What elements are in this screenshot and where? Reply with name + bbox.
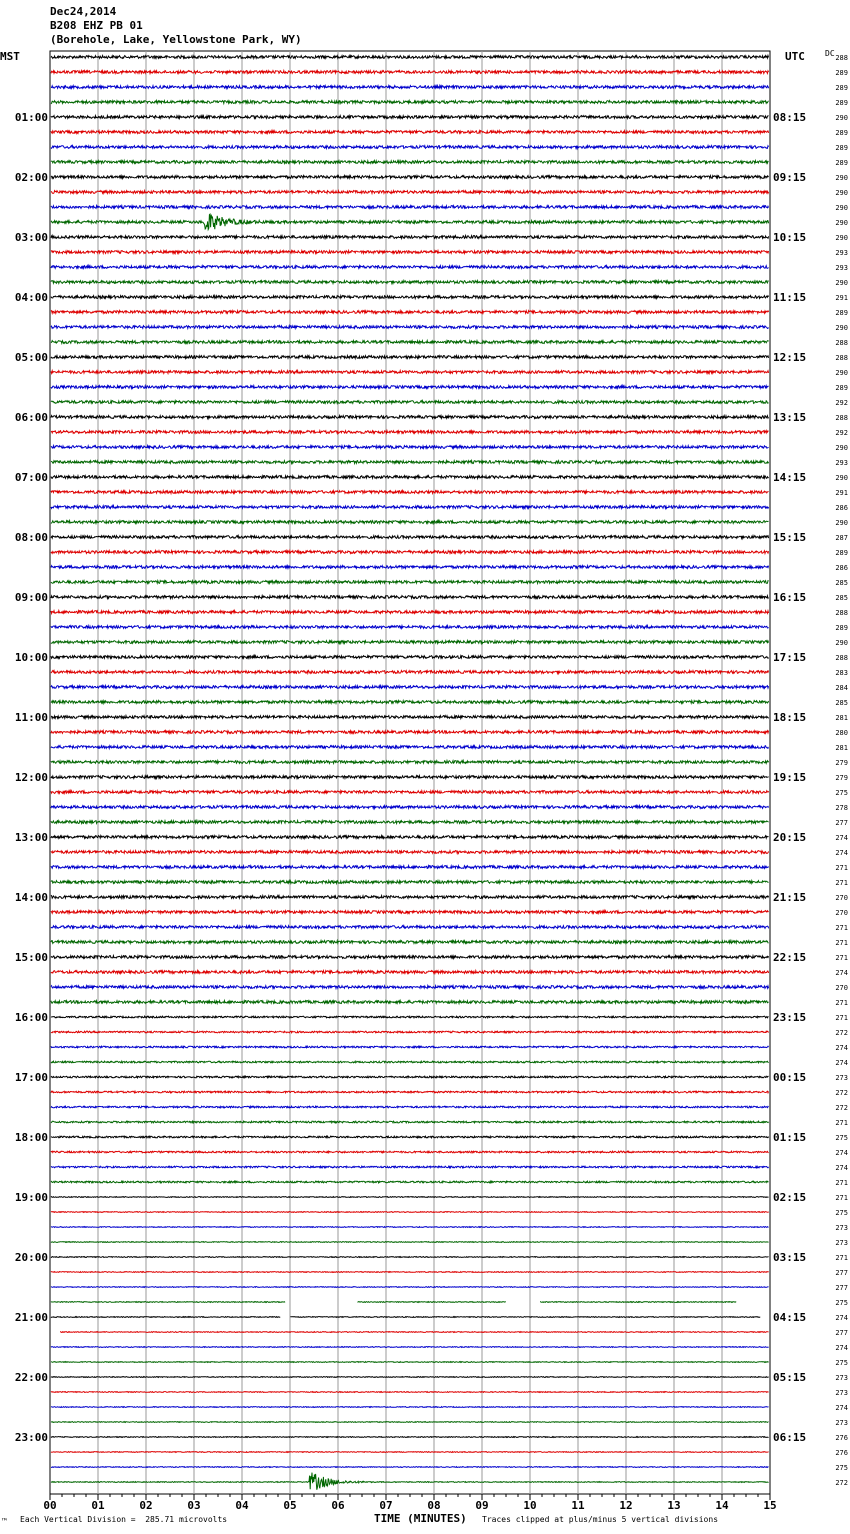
dc-offset-label: 271 — [835, 879, 848, 887]
left-hour-label: 09:00 — [14, 591, 48, 604]
scale-note: Each Vertical Division = 285.71 microvolts — [20, 1515, 228, 1524]
logo-mark: ™ — [2, 1517, 7, 1526]
trace-80 — [51, 1242, 769, 1243]
dc-offset-label: 276 — [835, 1434, 848, 1442]
dc-offset-label: 279 — [835, 774, 848, 782]
dc-offset-label: 289 — [835, 144, 848, 152]
trace-73 — [51, 1136, 769, 1138]
trace-7 — [51, 146, 769, 149]
dc-offset-label: 289 — [835, 549, 848, 557]
dc-offset-label: 275 — [835, 789, 848, 797]
dc-offset-label: 274 — [835, 1149, 848, 1157]
dc-offset-label: 290 — [835, 234, 848, 242]
x-tick-label: 14 — [715, 1499, 729, 1512]
dc-offset-label: 288 — [835, 414, 848, 422]
left-hour-label: 14:00 — [14, 891, 48, 904]
x-tick-label: 09 — [475, 1499, 489, 1512]
trace-60 — [51, 941, 769, 944]
right-hour-label: 05:15 — [773, 1371, 807, 1384]
right-hour-label: 13:15 — [773, 411, 807, 424]
left-hour-label: 11:00 — [14, 711, 48, 724]
trace-93 — [51, 1437, 769, 1438]
trace-9 — [51, 176, 769, 179]
x-tick-label: 01 — [91, 1499, 105, 1512]
dc-offset-label: 271 — [835, 939, 848, 947]
trace-10 — [51, 191, 769, 194]
dc-offset-label: 272 — [835, 1104, 848, 1112]
trace-83 — [51, 1287, 769, 1288]
right-hour-label: 00:15 — [773, 1071, 807, 1084]
right-hour-label: 18:15 — [773, 711, 807, 724]
trace-43 — [51, 686, 769, 689]
x-axis-label: TIME (MINUTES) — [374, 1512, 467, 1525]
dc-offset-label: 271 — [835, 1179, 848, 1187]
x-tick-label: 03 — [187, 1499, 201, 1512]
trace-26 — [51, 431, 769, 434]
dc-offset-label: 278 — [835, 804, 848, 812]
left-hour-label: 22:00 — [14, 1371, 48, 1384]
dc-offset-label: 289 — [835, 159, 848, 167]
trace-21 — [51, 356, 769, 359]
trace-4 — [51, 101, 769, 104]
dc-offset-label: 274 — [835, 1164, 848, 1172]
x-tick-label: 12 — [619, 1499, 633, 1512]
dc-offset-label: 289 — [835, 384, 848, 392]
trace-82 — [51, 1272, 769, 1273]
trace-68 — [51, 1061, 769, 1063]
trace-15 — [51, 266, 769, 269]
right-hour-label: 23:15 — [773, 1011, 807, 1024]
trace-36 — [51, 581, 769, 584]
trace-38 — [51, 611, 769, 614]
dc-offset-label: 274 — [835, 1314, 848, 1322]
trace-89 — [51, 1377, 769, 1378]
dc-offset-label: 289 — [835, 84, 848, 92]
dc-offset-label: 285 — [835, 594, 848, 602]
left-hour-label: 07:00 — [14, 471, 48, 484]
dc-offset-label: 279 — [835, 759, 848, 767]
trace-17 — [51, 296, 769, 299]
dc-offset-label: 293 — [835, 249, 848, 257]
x-tick-label: 10 — [523, 1499, 537, 1512]
chart-station: B208 EHZ PB 01 — [50, 19, 143, 32]
dc-offset-label: 288 — [835, 54, 848, 62]
trace-42 — [51, 671, 769, 674]
trace-48 — [51, 761, 769, 764]
dc-offset-label: 275 — [835, 1464, 848, 1472]
dc-offset-label: 275 — [835, 1209, 848, 1217]
right-hour-label: 16:15 — [773, 591, 807, 604]
dc-offset-label: 273 — [835, 1224, 848, 1232]
trace-56 — [51, 881, 769, 884]
trace-77 — [51, 1197, 769, 1198]
x-tick-label: 13 — [667, 1499, 681, 1512]
left-hour-label: 08:00 — [14, 531, 48, 544]
dc-offset-label: 277 — [835, 819, 848, 827]
left-hour-label: 03:00 — [14, 231, 48, 244]
dc-offset-label: 274 — [835, 1404, 848, 1412]
trace-94 — [51, 1452, 769, 1453]
dc-offset-label: 291 — [835, 489, 848, 497]
dc-offset-label: 273 — [835, 1074, 848, 1082]
left-hour-label: 19:00 — [14, 1191, 48, 1204]
dc-offset-label: 290 — [835, 444, 848, 452]
trace-45 — [51, 716, 769, 719]
dc-offset-label: 290 — [835, 324, 848, 332]
left-hour-label: 01:00 — [14, 111, 48, 124]
dc-offset-label: 289 — [835, 624, 848, 632]
dc-offset-label: 273 — [835, 1239, 848, 1247]
trace-72 — [51, 1121, 769, 1123]
dc-offset-label: 271 — [835, 864, 848, 872]
dc-offset-label: 272 — [835, 1029, 848, 1037]
trace-54 — [51, 851, 769, 854]
left-hour-label: 15:00 — [14, 951, 48, 964]
x-tick-label: 02 — [139, 1499, 153, 1512]
dc-offset-label: 293 — [835, 459, 848, 467]
dc-offset-label: 271 — [835, 1194, 848, 1202]
left-hour-label: 04:00 — [14, 291, 48, 304]
x-tick-label: 08 — [427, 1499, 441, 1512]
trace-57 — [51, 896, 769, 899]
right-hour-label: 08:15 — [773, 111, 807, 124]
dc-offset-label: 273 — [835, 1419, 848, 1427]
left-hour-label: 16:00 — [14, 1011, 48, 1024]
dc-offset-label: 289 — [835, 69, 848, 77]
trace-29 — [51, 476, 769, 479]
dc-offset-label: 272 — [835, 1479, 848, 1487]
x-tick-label: 15 — [763, 1499, 777, 1512]
trace-27 — [51, 446, 769, 449]
dc-offset-label: 273 — [835, 1374, 848, 1382]
dc-offset-label: 286 — [835, 564, 848, 572]
trace-85 — [51, 1317, 760, 1318]
left-hour-label: 12:00 — [14, 771, 48, 784]
x-tick-label: 06 — [331, 1499, 345, 1512]
dc-offset-label: 290 — [835, 474, 848, 482]
trace-95 — [51, 1467, 769, 1468]
trace-78 — [51, 1212, 769, 1213]
trace-18 — [51, 311, 769, 314]
trace-96 — [51, 1473, 769, 1490]
trace-58 — [51, 911, 769, 914]
left-hour-label: 05:00 — [14, 351, 48, 364]
left-hour-label: 20:00 — [14, 1251, 48, 1264]
trace-8 — [51, 161, 769, 164]
trace-76 — [51, 1181, 769, 1183]
chart-date: Dec24,2014 — [50, 5, 117, 18]
dc-offset-label: 280 — [835, 729, 848, 737]
trace-61 — [51, 956, 769, 959]
trace-52 — [51, 821, 769, 824]
dc-offset-label: 285 — [835, 699, 848, 707]
trace-28 — [51, 461, 769, 464]
trace-11 — [51, 206, 769, 209]
trace-23 — [51, 386, 769, 389]
dc-offset-label: 291 — [835, 294, 848, 302]
dc-offset-label: 272 — [835, 1089, 848, 1097]
dc-offset-label: 290 — [835, 174, 848, 182]
dc-offset-label: 277 — [835, 1329, 848, 1337]
dc-offset-label: 271 — [835, 924, 848, 932]
dc-offset-label: 277 — [835, 1269, 848, 1277]
dc-offset-label: 274 — [835, 834, 848, 842]
dc-offset-label: 271 — [835, 1254, 848, 1262]
trace-14 — [51, 251, 769, 254]
right-hour-label: 17:15 — [773, 651, 807, 664]
trace-81 — [51, 1257, 769, 1258]
dc-offset-label: 288 — [835, 339, 848, 347]
trace-86 — [60, 1332, 769, 1333]
trace-40 — [51, 641, 769, 644]
right-hour-label: 01:15 — [773, 1131, 807, 1144]
trace-74 — [51, 1151, 769, 1153]
trace-46 — [51, 731, 769, 734]
dc-offset-label: 284 — [835, 684, 848, 692]
right-hour-label: 15:15 — [773, 531, 807, 544]
dc-offset-label: 293 — [835, 264, 848, 272]
dc-offset-label: 288 — [835, 609, 848, 617]
dc-offset-label: 290 — [835, 219, 848, 227]
trace-12 — [51, 214, 769, 229]
trace-33 — [51, 536, 769, 539]
chart-location: (Borehole, Lake, Yellowstone Park, WY) — [50, 33, 302, 46]
right-hour-label: 12:15 — [773, 351, 807, 364]
dc-offset-label: 281 — [835, 744, 848, 752]
dc-offset-label: 290 — [835, 189, 848, 197]
trace-88 — [51, 1362, 769, 1363]
trace-91 — [51, 1407, 769, 1408]
right-hour-label: 09:15 — [773, 171, 807, 184]
trace-22 — [51, 371, 769, 374]
trace-63 — [51, 986, 769, 989]
dc-offset-label: 285 — [835, 579, 848, 587]
right-timezone-label: UTC — [785, 50, 805, 63]
dc-offset-label: 271 — [835, 1014, 848, 1022]
trace-6 — [51, 131, 769, 134]
trace-44 — [51, 701, 769, 704]
dc-offset-label: 274 — [835, 849, 848, 857]
dc-offset-label: 292 — [835, 399, 848, 407]
dc-offset-label: 289 — [835, 309, 848, 317]
trace-64 — [51, 1001, 769, 1004]
dc-offset-label: 289 — [835, 99, 848, 107]
dc-offset-label: 274 — [835, 1059, 848, 1067]
trace-1 — [51, 56, 769, 59]
dc-offset-label: 289 — [835, 129, 848, 137]
trace-67 — [51, 1046, 769, 1048]
trace-92 — [51, 1422, 769, 1423]
left-hour-label: 23:00 — [14, 1431, 48, 1444]
trace-79 — [51, 1227, 769, 1228]
dc-offset-label: 270 — [835, 984, 848, 992]
trace-34 — [51, 551, 769, 554]
trace-71 — [51, 1106, 769, 1108]
trace-41 — [51, 656, 769, 659]
left-timezone-label: MST — [0, 50, 20, 63]
trace-35 — [51, 566, 769, 569]
trace-47 — [51, 746, 769, 749]
x-tick-label: 07 — [379, 1499, 393, 1512]
trace-16 — [51, 281, 769, 284]
trace-90 — [51, 1392, 769, 1393]
right-hour-label: 03:15 — [773, 1251, 807, 1264]
dc-offset-label: 292 — [835, 429, 848, 437]
right-hour-label: 20:15 — [773, 831, 807, 844]
dc-offset-label: 290 — [835, 639, 848, 647]
trace-19 — [51, 326, 769, 329]
trace-66 — [51, 1031, 769, 1033]
trace-84 — [51, 1302, 736, 1303]
trace-37 — [51, 596, 769, 599]
dc-offset-label: 290 — [835, 369, 848, 377]
dc-offset-label: 270 — [835, 909, 848, 917]
x-tick-label: 00 — [43, 1499, 57, 1512]
dc-offset-label: 274 — [835, 969, 848, 977]
trace-2 — [51, 71, 769, 74]
trace-59 — [51, 926, 769, 929]
right-hour-label: 11:15 — [773, 291, 807, 304]
left-hour-label: 18:00 — [14, 1131, 48, 1144]
dc-offset-label: 275 — [835, 1359, 848, 1367]
dc-offset-label: 283 — [835, 669, 848, 677]
right-hour-label: 19:15 — [773, 771, 807, 784]
left-hour-label: 06:00 — [14, 411, 48, 424]
dc-offset-label: 275 — [835, 1134, 848, 1142]
left-hour-label: 02:00 — [14, 171, 48, 184]
dc-offset-label: 290 — [835, 519, 848, 527]
trace-31 — [51, 506, 769, 509]
trace-75 — [51, 1166, 769, 1168]
dc-offset-label: 274 — [835, 1044, 848, 1052]
dc-label: DC — [825, 49, 835, 58]
dc-offset-label: 271 — [835, 954, 848, 962]
trace-5 — [51, 116, 769, 119]
right-hour-label: 21:15 — [773, 891, 807, 904]
dc-offset-label: 271 — [835, 1119, 848, 1127]
trace-25 — [51, 416, 769, 419]
left-hour-label: 21:00 — [14, 1311, 48, 1324]
trace-50 — [51, 791, 769, 794]
dc-offset-label: 290 — [835, 279, 848, 287]
right-hour-label: 02:15 — [773, 1191, 807, 1204]
dc-offset-label: 275 — [835, 1299, 848, 1307]
trace-55 — [51, 866, 769, 869]
dc-offset-label: 274 — [835, 1344, 848, 1352]
trace-20 — [51, 341, 769, 344]
trace-62 — [51, 971, 769, 974]
trace-69 — [51, 1076, 769, 1078]
left-hour-label: 13:00 — [14, 831, 48, 844]
dc-offset-label: 276 — [835, 1449, 848, 1457]
trace-32 — [51, 521, 769, 524]
right-hour-label: 10:15 — [773, 231, 807, 244]
dc-offset-label: 270 — [835, 894, 848, 902]
x-tick-label: 11 — [571, 1499, 585, 1512]
right-hour-label: 04:15 — [773, 1311, 807, 1324]
trace-51 — [51, 806, 769, 809]
trace-39 — [51, 626, 769, 629]
trace-53 — [51, 836, 769, 839]
trace-65 — [51, 1016, 769, 1018]
trace-3 — [51, 86, 769, 89]
dc-offset-label: 277 — [835, 1284, 848, 1292]
left-hour-label: 17:00 — [14, 1071, 48, 1084]
right-hour-label: 06:15 — [773, 1431, 807, 1444]
x-tick-label: 04 — [235, 1499, 249, 1512]
dc-offset-label: 273 — [835, 1389, 848, 1397]
x-tick-label: 05 — [283, 1499, 297, 1512]
dc-offset-label: 271 — [835, 999, 848, 1007]
right-hour-label: 14:15 — [773, 471, 807, 484]
dc-offset-label: 290 — [835, 114, 848, 122]
clip-note: Traces clipped at plus/minus 5 vertical divisions — [482, 1515, 719, 1524]
trace-24 — [51, 401, 769, 404]
right-hour-label: 22:15 — [773, 951, 807, 964]
dc-offset-label: 287 — [835, 534, 848, 542]
trace-30 — [51, 491, 769, 494]
trace-70 — [51, 1091, 769, 1093]
trace-49 — [51, 776, 769, 779]
dc-offset-label: 290 — [835, 204, 848, 212]
dc-offset-label: 288 — [835, 354, 848, 362]
trace-13 — [51, 236, 769, 239]
dc-offset-label: 286 — [835, 504, 848, 512]
trace-87 — [51, 1347, 769, 1348]
left-hour-label: 10:00 — [14, 651, 48, 664]
dc-offset-label: 281 — [835, 714, 848, 722]
dc-offset-label: 288 — [835, 654, 848, 662]
